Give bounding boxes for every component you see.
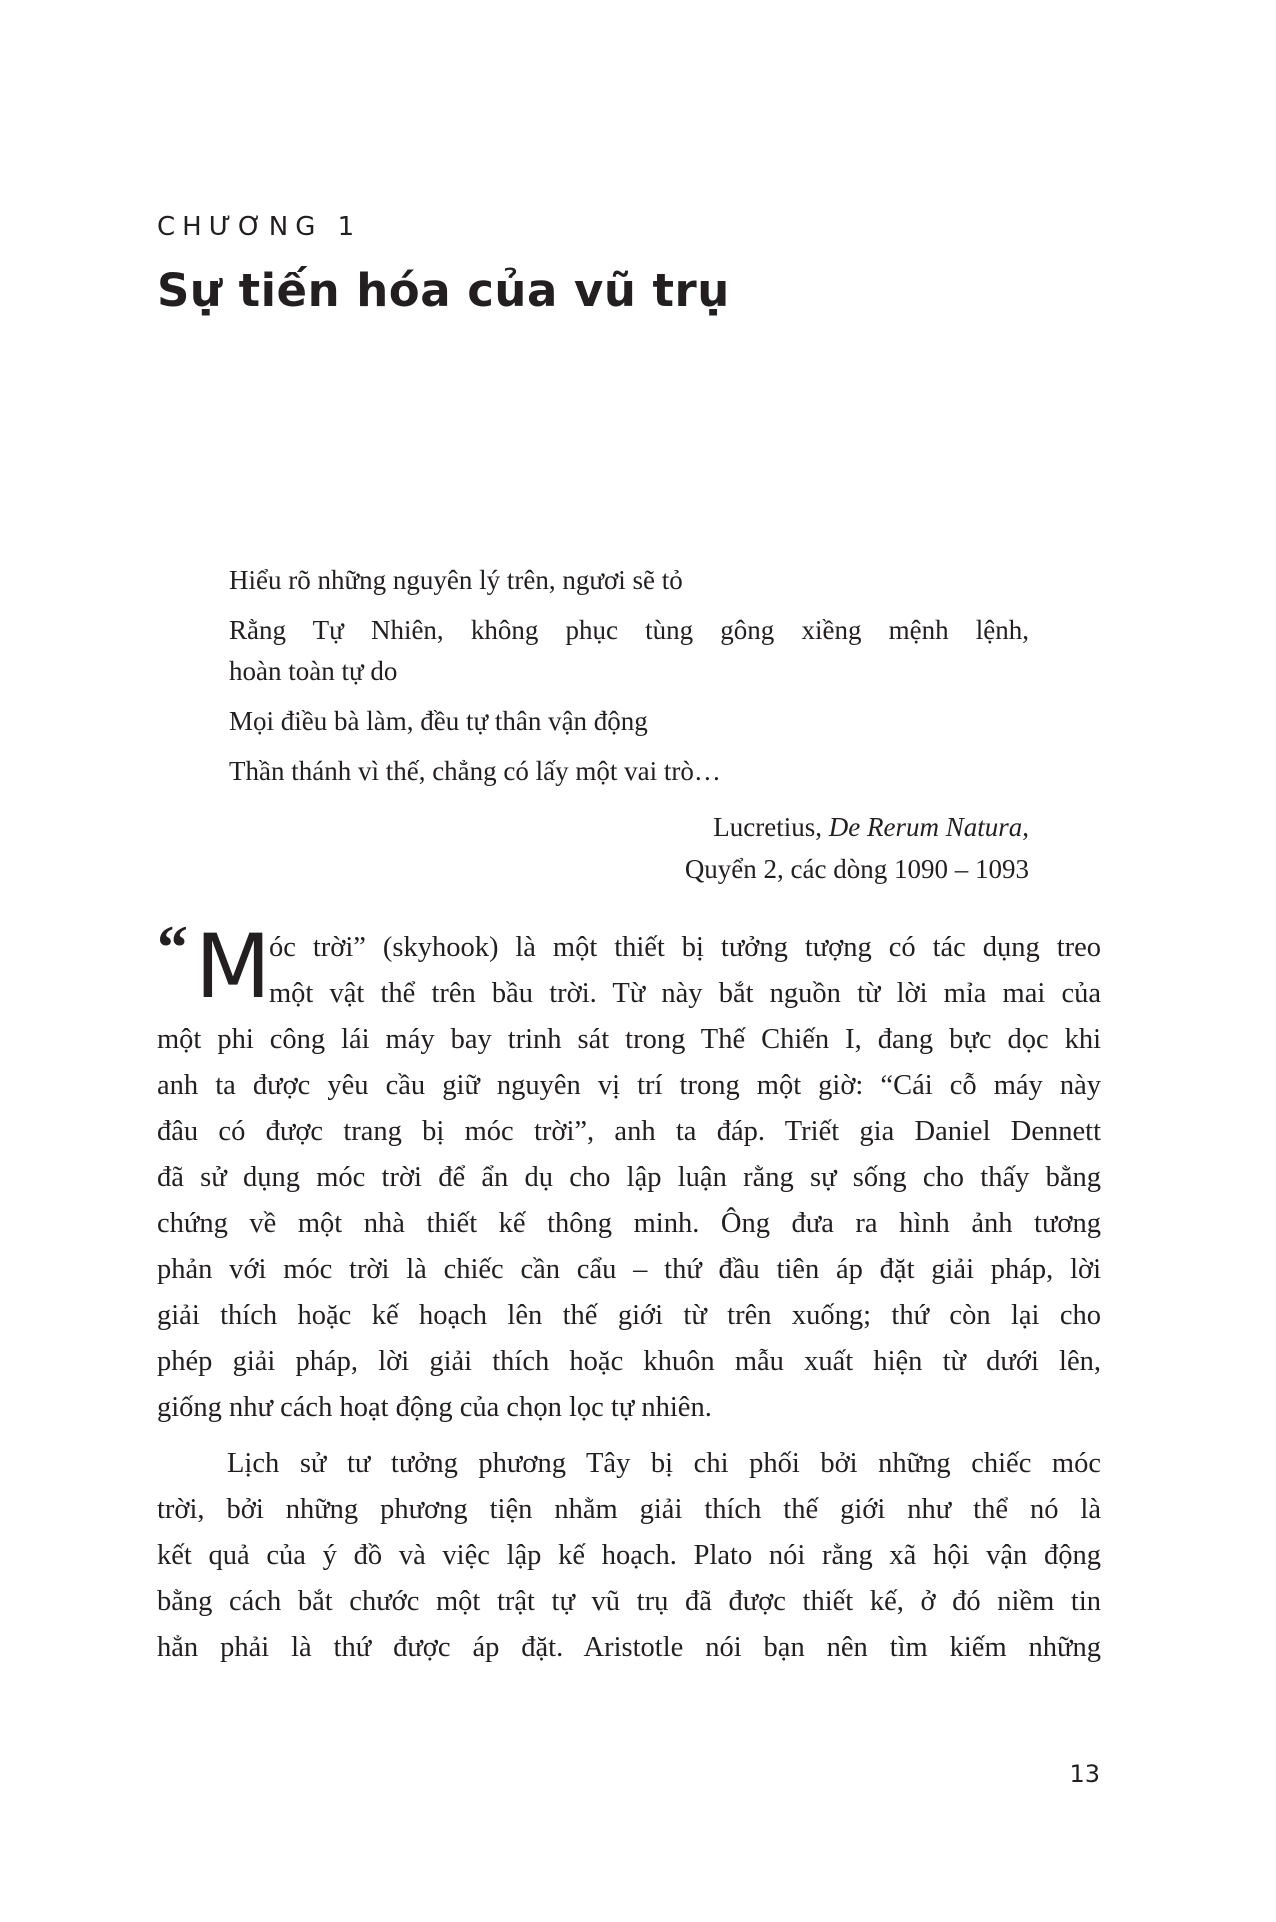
epigraph-attribution <box>229 807 1029 848</box>
paragraph-line: óc trời” (skyhook) là một thiết bị tưởng tượng có tác dụng treo <box>269 932 1101 963</box>
paragraph-line: giống như cách hoạt động của chọn lọc tự nhiên. <box>157 1392 712 1423</box>
attribution-author: Lucretius, <box>713 812 829 842</box>
body-text <box>157 914 1101 1671</box>
epigraph-line: Mọi điều bà làm, đều tự thân vận động <box>229 706 648 736</box>
epigraph-line: Hiểu rõ những nguyên lý trên, ngươi sẽ tỏ <box>229 565 683 595</box>
paragraph-line: hẳn phải là thứ được áp đặt. Aristotle nói bạn nên tìm kiếm những <box>157 1632 1101 1663</box>
epigraph-line: Thần thánh vì thế, chẳng có lấy một vai trò… <box>229 756 721 786</box>
epigraph <box>229 560 1029 884</box>
paragraph-line: kết quả của ý đồ và việc lập kế hoạch. Plato nói rằng xã hội vận động <box>157 1540 1101 1571</box>
paragraph-line: Lịch sử tư tưởng phương Tây bị chi phối bởi những chiếc móc <box>227 1448 1101 1479</box>
paragraph-line: bằng cách bắt chước một trật tự vũ trụ đã được thiết kế, ở đó niềm tin <box>157 1586 1101 1617</box>
paragraph-line: một phi công lái máy bay trinh sát trong Thế Chiến I, đang bực dọc khi <box>157 1024 1101 1055</box>
attribution-comma: , <box>1022 812 1029 842</box>
paragraph-2 <box>157 1441 1101 1671</box>
chapter-label: CHƯƠNG 1 <box>157 212 362 242</box>
opening-quote-mark: “ <box>157 914 188 982</box>
attribution-location: Quyển 2, các dòng 1090 – 1093 <box>684 854 1029 884</box>
chapter-title: Sự tiến hóa của vũ trụ <box>157 264 730 317</box>
paragraph-1 <box>157 914 1101 1431</box>
paragraph-line: phản với móc trời là chiếc cần cẩu – thứ đầu tiên áp đặt giải pháp, lời <box>157 1254 1101 1285</box>
drop-cap: M <box>195 915 271 1018</box>
paragraph-line: đâu có được trang bị móc trời”, anh ta đáp. Triết gia Daniel Dennett <box>157 1116 1101 1147</box>
epigraph-line: hoàn toàn tự do <box>229 656 398 686</box>
paragraph-line: anh ta được yêu cầu giữ nguyên vị trí trong một giờ: “Cái cỗ máy này <box>157 1070 1101 1101</box>
epigraph-location <box>229 849 1029 890</box>
epigraph-line: Rằng Tự Nhiên, không phục tùng gông xiềng mệnh lệnh, <box>229 615 1029 645</box>
paragraph-line: chứng về một nhà thiết kế thông minh. Ông đưa ra hình ảnh tương <box>157 1208 1101 1239</box>
paragraph-line: đã sử dụng móc trời để ẩn dụ cho lập luận rằng sự sống cho thấy bằng <box>157 1162 1101 1193</box>
attribution-work: De Rerum Natura <box>828 812 1023 842</box>
paragraph-line: giải thích hoặc kế hoạch lên thế giới từ trên xuống; thứ còn lại cho <box>157 1300 1101 1331</box>
paragraph-line: trời, bởi những phương tiện nhằm giải thích thế giới như thể nó là <box>157 1494 1101 1525</box>
paragraph-line: một vật thể trên bầu trời. Từ này bắt nguồn từ lời mỉa mai của <box>269 978 1101 1009</box>
paragraph-line: phép giải pháp, lời giải thích hoặc khuôn mẫu xuất hiện từ dưới lên, <box>157 1346 1101 1377</box>
page-number: 13 <box>1069 1760 1100 1788</box>
